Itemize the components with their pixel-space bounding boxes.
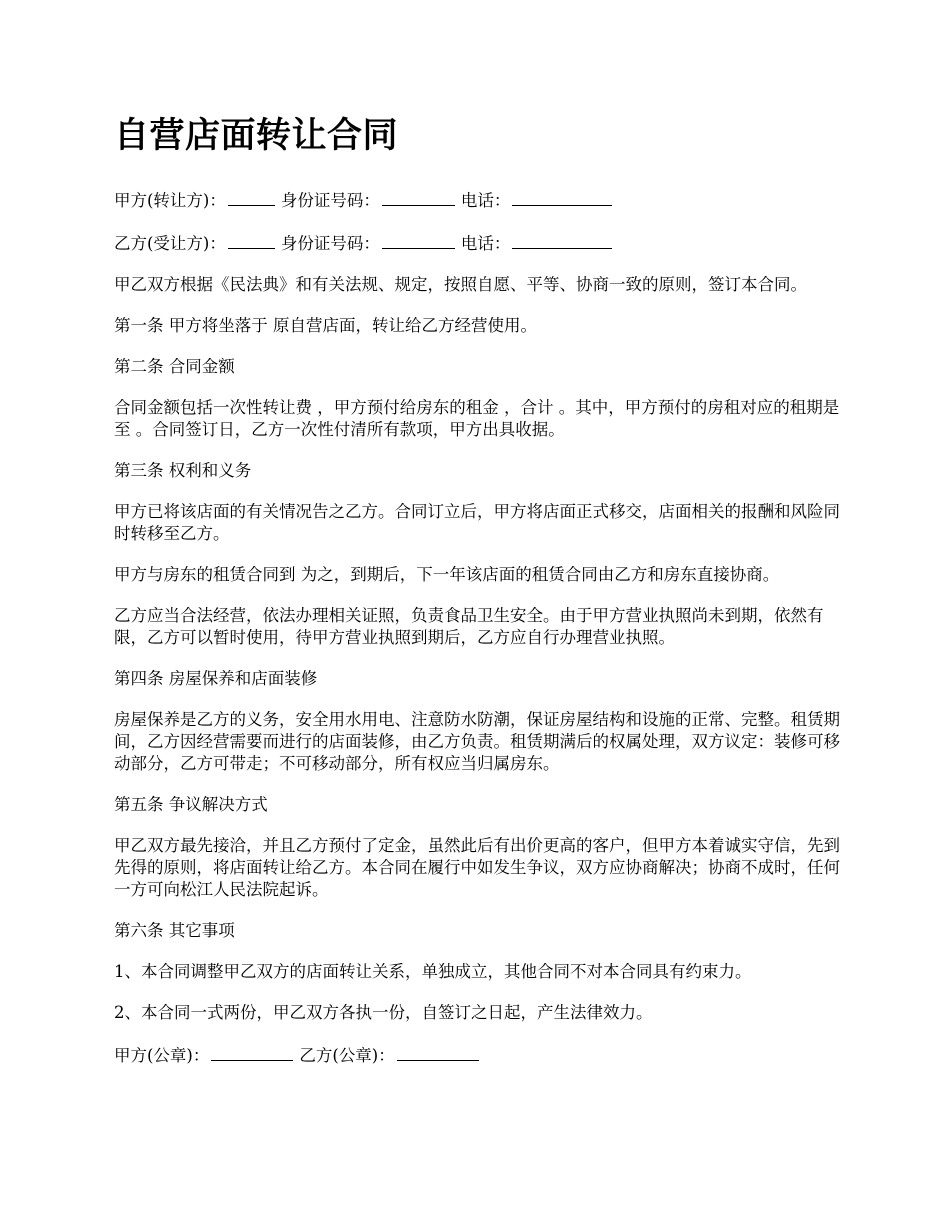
- article-6-item-2: 2、本合同一式两份，甲乙双方各执一份，自签订之日起，产生法律效力。: [114, 1003, 653, 1022]
- article-3-body-2: 甲方与房东的租赁合同到 为之，到期后，下一年该店面的租赁合同由乙方和房东直接协商。: [114, 565, 780, 584]
- party-a-line: [114, 188, 854, 212]
- document-title: 自营店面转让合同: [114, 116, 399, 156]
- party-b-seal-label: 乙方(公章)：: [299, 1046, 395, 1065]
- party-a-name-blank: [228, 188, 275, 206]
- article-3-heading: 第三条 权利和义务: [114, 461, 252, 480]
- party-b-name-blank: [228, 231, 275, 249]
- contract-page: [114, 112, 854, 1086]
- party-b-seal-blank: [397, 1043, 479, 1061]
- article-3-body-1: 甲方已将该店面的有关情况告之乙方。合同订立后，甲方将店面正式移交，店面相关的报酬和风险同时转移至乙方。: [114, 502, 840, 543]
- party-b-id-blank: [382, 231, 455, 249]
- party-a-phone-label: 电话：: [460, 191, 511, 210]
- article-4-heading: 第四条 房屋保养和店面装修: [114, 669, 318, 688]
- article-1: 第一条 甲方将坐落于 原自营店面，转让给乙方经营使用。: [114, 316, 537, 335]
- party-a-phone-blank: [512, 188, 612, 206]
- article-2-heading: 第二条 合同金额: [114, 357, 235, 376]
- party-b-label: 乙方(受让方)：: [114, 234, 226, 253]
- party-a-label: 甲方(转让方)：: [114, 191, 226, 210]
- article-6-heading: 第六条 其它事项: [114, 921, 235, 940]
- party-b-phone-blank: [512, 231, 612, 249]
- party-b-id-label: 身份证号码：: [280, 234, 380, 253]
- party-b-line: [114, 231, 854, 255]
- party-a-seal-label: 甲方(公章)：: [114, 1046, 210, 1065]
- article-2-body: 合同金额包括一次性转让费 ，甲方预付给房东的租金 ，合计 。其中，甲方预付的房租对应的租期是 至 。合同签订日，乙方一次性付清所有款项，甲方出具收据。: [114, 398, 840, 439]
- article-5-heading: 第五条 争议解决方式: [114, 795, 268, 814]
- party-a-id-label: 身份证号码：: [280, 191, 380, 210]
- party-b-phone-label: 电话：: [460, 234, 511, 253]
- party-a-seal-blank: [211, 1043, 293, 1061]
- article-6-item-1: 1、本合同调整甲乙双方的店面转让关系，单独成立，其他合同不对本合同具有约束力。: [114, 962, 752, 981]
- article-5-body: 甲乙双方最先接洽，并且乙方预付了定金，虽然此后有出价更高的客户，但甲方本着诚实守信，先到先得的原则，将店面转让给乙方。本合同在履行中如发生争议，双方应协商解决；协商不成时，任何一方可向松江人民法院起诉。: [114, 836, 840, 899]
- preamble-paragraph: 甲乙双方根据《民法典》和有关法规、规定，按照自愿、平等、协商一致的原则，签订本合同。: [114, 275, 807, 294]
- article-3-body-3: 乙方应当合法经营，依法办理相关证照，负责食品卫生安全。由于甲方营业执照尚未到期，依然有限，乙方可以暂时使用，待甲方营业执照到期后，乙方应自行办理营业执照。: [114, 606, 824, 647]
- party-a-id-blank: [382, 188, 455, 206]
- article-4-body: 房屋保养是乙方的义务，安全用水用电、注意防水防潮，保证房屋结构和设施的正常、完整。租赁期间，乙方因经营需要而进行的店面装修，由乙方负责。租赁期满后的权属处理，双方议定：装修可移动部分，乙方可带走；不可移动部分，所有权应当归属房东。: [114, 710, 840, 773]
- signature-line: [114, 1043, 854, 1067]
